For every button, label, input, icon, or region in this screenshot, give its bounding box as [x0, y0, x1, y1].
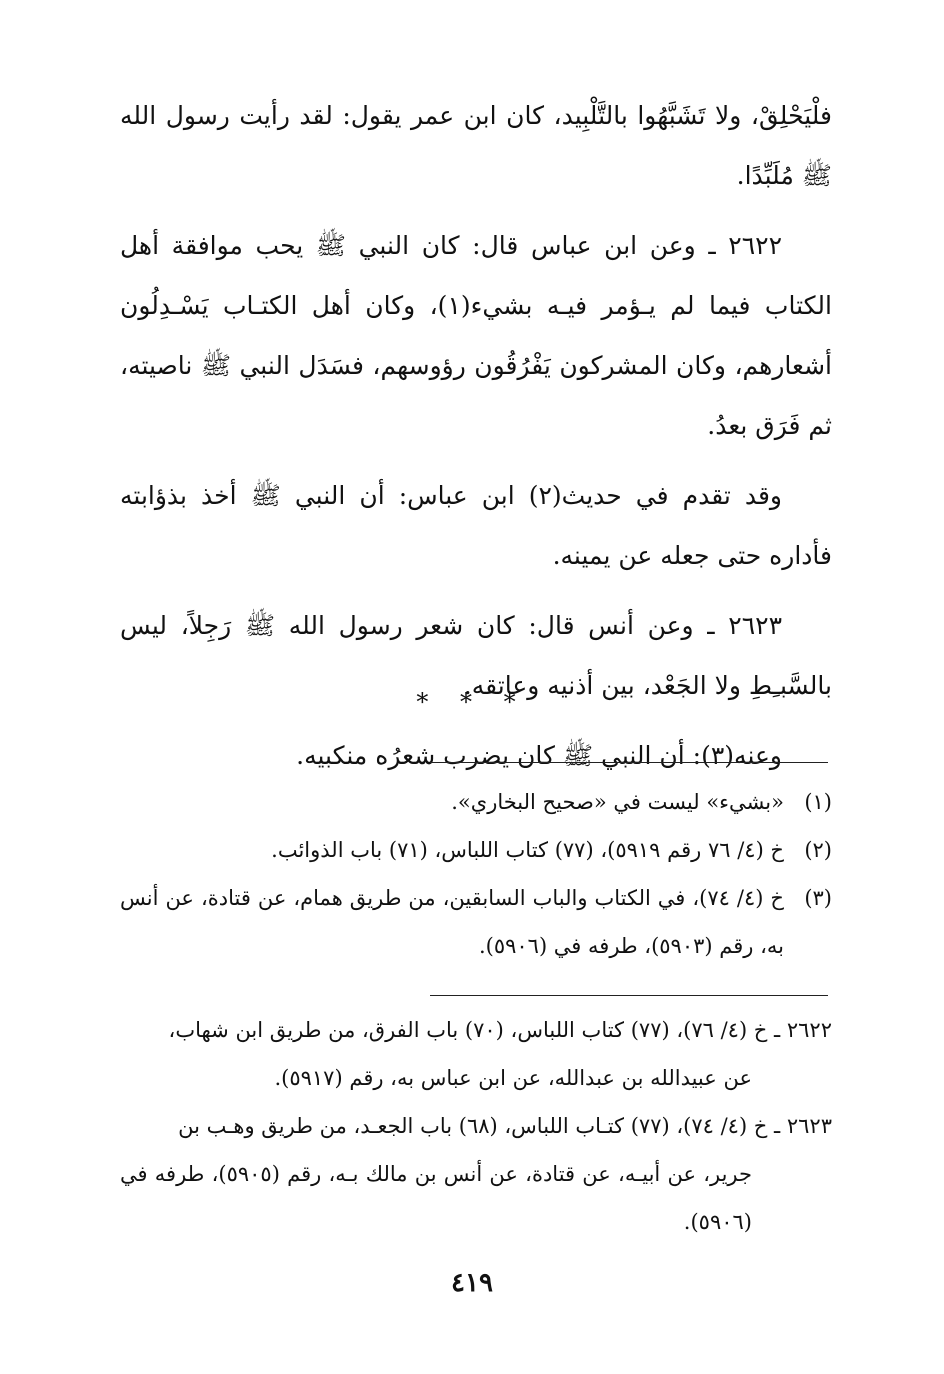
- paragraph-anas-narration: وعنه(٣): أن النبي ﷺ كان يضرب شعرُه منكبيه.: [296, 741, 782, 770]
- footnote-number: (٣): [804, 886, 832, 910]
- section-separator: * * *: [416, 688, 528, 716]
- footnote-number: (١): [804, 790, 832, 814]
- footnote-divider: [430, 762, 828, 763]
- source-2623: [120, 1102, 832, 1246]
- footnote-3: [120, 874, 832, 970]
- paragraph-hadith-reference: وقد تقدم في حديث(٢) ابن عباس: أن النبي ﷺ أخذ بذؤابته فأداره حتى جعله عن يمينه.: [120, 481, 832, 570]
- page-number: ٤١٩: [451, 1268, 493, 1298]
- hadith-2622: ٢٦٢٢ ـ وعن ابن عباس قال: كان النبي ﷺ يحب موافقة أهل الكتاب فيما لم يـؤمر فيـه بشيء(١)، وكان أهل الكتـاب يَسْـدِلُون أشعارهم، وكان المشركون يَفْرُقُون رؤوسهم، فسَدَل النبي ﷺ ناصيته، ثم فَرَق بعدُ.: [120, 231, 832, 440]
- footnote-2: [120, 826, 832, 874]
- hadith-2623: ٢٦٢٣ ـ وعن أنس قال: كان شعر رسول الله ﷺ رَجِلاً، ليس بالسَّبـِطِ ولا الجَعْد، بين أذنيه وعاتقه.: [120, 611, 832, 700]
- footnote-number: (٢): [804, 838, 832, 862]
- footnote-1: [120, 778, 832, 826]
- source-continuation: عن عبيدالله بن عبدالله، عن ابن عباس به، رقم (٥٩١٧).: [274, 1066, 752, 1090]
- source-2622: [120, 1006, 832, 1102]
- footnote-text: خ (٤/ ٧٤)، في الكتاب والباب السابقين، من طريق همام، عن قتادة، عن أنس به، رقم (٥٩٠٣)، طرفه في (٥٩٠٦).: [120, 886, 784, 958]
- footnote-text: خ (٤/ ٧٦ رقم ٥٩١٩)، (٧٧) كتاب اللباس، (٧١) باب الذوائب.: [271, 838, 784, 862]
- sources-divider: [430, 995, 828, 996]
- hadith-sources: [120, 1006, 832, 1246]
- footnotes: [120, 778, 832, 970]
- source-continuation: جرير، عن أبيـه، عن قتادة، عن أنس بن مالك بـه، رقم (٥٩٠٥)، طرفه في (٥٩٠٦).: [120, 1162, 752, 1234]
- source-first-line: ٢٦٢٣ ـ خ (٤/ ٧٤)، (٧٧) كتـاب اللباس، (٦٨) باب الجعـد، من طريق وهـب بن: [178, 1114, 832, 1138]
- paragraph-1: فلْيَحْلِقْ، ولا تَشَبَّهُوا بالتَّلْبِيد، كان ابن عمر يقول: لقد رأيت رسول الله ﷺ مُلَبِّدًا.: [120, 101, 832, 190]
- footnote-text: «بشيء» ليست في «صحيح البخاري».: [451, 790, 784, 814]
- source-first-line: ٢٦٢٢ ـ خ (٤/ ٧٦)، (٧٧) كتاب اللباس، (٧٠) باب الفرق، من طريق ابن شهاب،: [168, 1018, 832, 1042]
